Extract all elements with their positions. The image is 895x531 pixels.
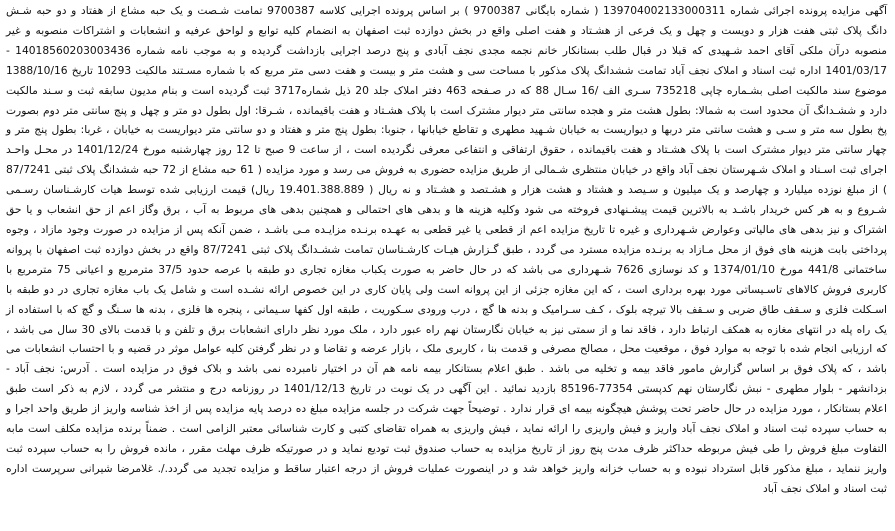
auction-notice-text: آگهی مزایده پرونده اجرائی شماره 139704002133000311 ( شماره بایگانی 9700387 ) بر اساس پرونده اجرایی کلاسه 9700387 تمامت شـصت و یک حبه مشاع از هفتاد و دو حبه شـش دانگ پلاک ثبتی هفت هزار و دویست و چهل و یک فرعی از هشـتاد و هفت اصلی واقع در بخش دوازده ثبت اصفهان به انضمام کلیه توابع و لواحق عرفیه و انشعابات و اشتراکات منصوبه و غیر منصوبه درآن ملکی آقای احمد شـهیدی که قبلا در قبال طلب بستانکار خانم نجمه مجدی نجف آبادی و پنج درصد اجرایی بازداشت گردیده و به موجب نامه شماره 14018560203003436 - 1401/03/17 اداره ثبت اسناد و املاک نجف آباد تمامت ششدانگ پلاک مذکور با مساحت سی و هشت متر و بیست و هفت دسی متر مربع که با شماره مسـتند مالکیت 10293 تاریخ 1388/10/16 موضوع سند مالکیت اصلی بشـماره چاپی 735218 سـری الف /16 سـال 88 که در صـفحه 463 دفتر املاک جلد 20 ذیل شماره3717 ثبت گردیده است و بنام مدیون سابقه ثبت و سـند مالکیت دارد و ششـدانگ آن محدود است به شمالا: بطول هشت متر و هجده سانتی متر دیوار مشترک است با پلاک هشـتاد و هفت باقیمانده ، شـرقا: اول بطول دو متر و چهل و پنج سانتی متر دوم بصورت پخ بطول سه متر و سـی و هشت سانتی متر دربها و دیواریست به خیابان شـهید مطهری و تقاطع خیابانها ، جنوبا: بطول پنج متر و هفتاد و دو سانتی متر دیواریست به خیابان ، غربا: بطول پنج متر و چهار سانتی متر دیوار مشترک است با پلاک هشـتاد و هفت باقیمانده ، حقوق ارتفاقی و انتفاعی معرفی نگردیده است ، از ساعت 9 صبح تا 12 روز چهارشنبه مورخ 1401/12/24 در محـل واحـد اجرای ثبت اسـناد و املاک شـهرستان نجف آباد واقع در خیابان منتظری شـمالی از طریق مزایده حضوری به فروش می رسد و مورد مزایده ( 61 حبه مشاع از 72 حبه ششدانگ پلاک ثبتی 87/7241 ) از مبلغ نوزده میلیارد و چهارصد و یک میلیون و سـیصد و هشتاد و هشت هزار و هشـتصد و هشـتاد و نه ریال ( 19.401.388.889 ریال) قیمت ارزیابی شده توسط هیات کارشـناسان رسـمی شـروع و به هر کس خریدار باشـد به بالاترین قیمت پیشـنهادی فروخته می شود وکلیه هزینه ها و بدهی های احتمالی و همچنین بدهی های مربوط به آب ، برق وگاز اعم از حق انشعاب و یا حق اشتراک و نیز بدهی های مالیاتی وعوارض شـهرداری و غیره تا تاریخ مزایده اعم از قطعی یا غیر قطعی به عهـده برنـده مزایـده مـی باشـد ، ضمن آنکه پس از مزایده در صورت وجود مازاد ، وجوه پرداختی بابت هزینه های فوق از محل مـازاد به برنـده مزایده مسترد می گردد ، طبق گـزارش هیـات کارشـناسان تمامت ششـدانگ پلاک ثبتی 87/7241 واقع در بخش دوازده ثبت اصفهان با پروانه ساختمانی 441/8 مورخ 1374/01/10 و کد نوسازی 7626 شـهرداری می باشد که در حال حاضر به صورت یکباب مغازه تجاری دو طبقه با عرصه حدود 37/5 مترمربع و اعیانی 75 مترمربع با کاربری فروش کالاهای تاسـیساتی مورد بهره برداری است ، که این مغازه جزئی از این پروانه است ولی پایان کاری در این خصوص ارائه نشـده است و شامل یک باب مغازه تجاری در دو طبقه با اسـکلت فلزی و سـقف طاق ضربی و سـقف بالا تیرچه بلوک ، کـف سـرامیک و بدنه ها گچ ، درب ورودی سـکوریت ، طبقه اول کفها سـیمانی ، پنجره ها فلزی ، بدنه ها سـنگ و گچ که با استفاده از یک راه پله در انتهای مغازه به همکف ارتباط دارد ، فاقد نما و از سمتی نیز به خیابان نگارستان نهم راه عبور دارد ، ملک مورد نظر دارای انشعابات برق و تلفن و با قدمت بالای 30 سال می باشد ، که ارزیابی انجام شده با توجه به موارد فوق ، موقعیت محل ، مصالح مصرفی و قدمت بنا ، کاربری ملک ، بازار عرضه و تقاضا و در نظر گرفتن کلیه عوامل موثر در قضیه و با احتساب انشعابات می باشد ، که پلاک فوق بر اساس گزارش مامور فاقد بیمه و تخلیه می باشد . طبق اعلام بستانکار بیمه نامه هم آن در اختیار نامبرده نمی باشد و بلاک فوق در مزایده است . آدرس: نجف آباد - بزدانشهر - بلوار مطهری - نبش نگارستان نهم کدپستی 77354-85196 بازدید نمائید . این آگهی در یک نوبت در تاریخ 1401/12/13 در روزنامه درج و منتشر می گردد ، لازم به ذکر است طبق اعلام بستانکار ، مورد مزایده در حال حاضر تحت پوشش هیچگونه بیمه ای قرار ندارد . توضیحاً جهت شرکت در جلسه مزایده مبلغ ده درصد پایه مزایده پس از اخذ شناسه واریز از طریق واحد اجرا و به حساب سپرده ثبت اسناد و املاک نجف آباد واریز و فیش واریزی را ارائه نماید ، فیش واریزی به همراه تقاضای کتبی و کارت شناسائی معتبر الزامی است . ضمناً برنده مزایده مکلف است مابه التفاوت مبلغ فروش را طی فیش مربوطه حداکثر ظرف مدت پنج روز از تاریخ مزایده به حساب صندوق ثبت تودیع نماید و در صورتیکه ظرف مهلت مقرر ، مانده فروش را به حساب سپرده ثبت واریز ننماید ، مبلغ مذکور قابل استرداد نبوده و به حساب خزانه واریز خواهد شد و در اینصورت عملیات فروش از درجه اعتبار ساقط و مزایده تجدید می گردد./. غلامرضا شیرانی سرپرست اداره ثبت اسناد و املاک نجف آباد	[6, 4, 888, 495]
